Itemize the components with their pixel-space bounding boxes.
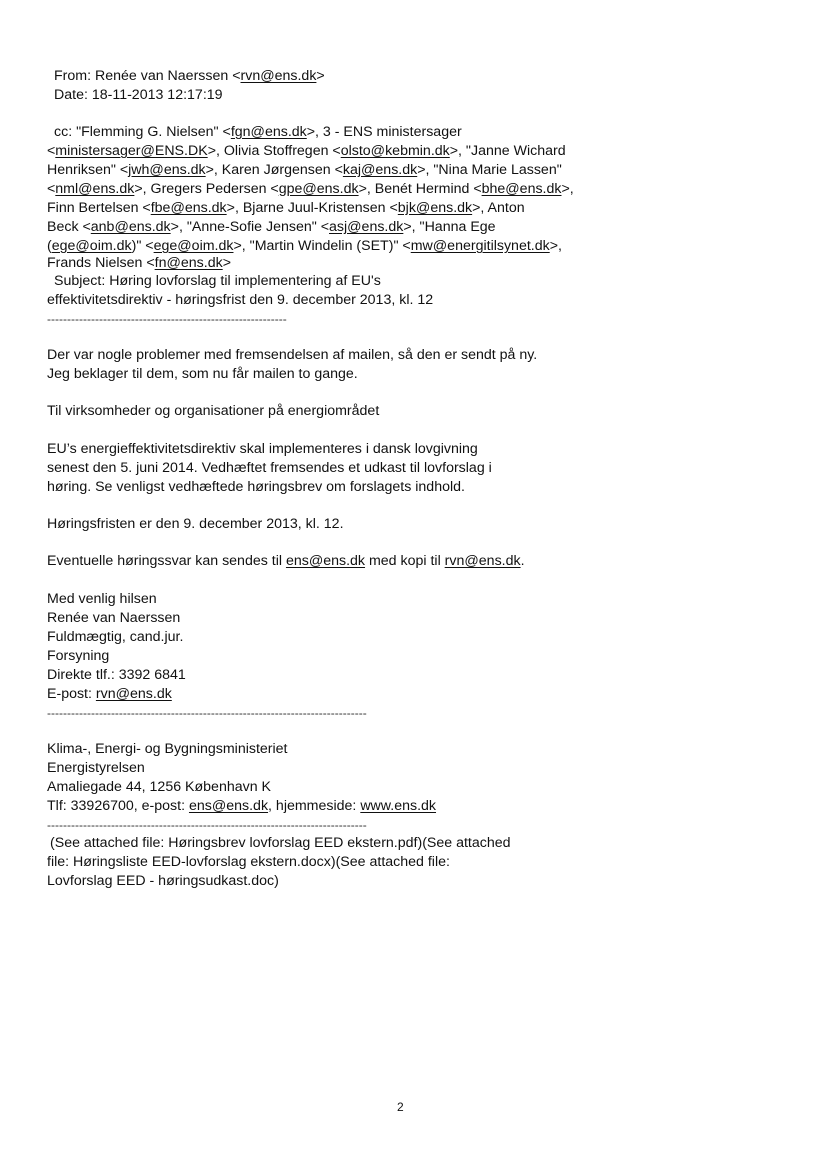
page-number: 2 xyxy=(397,1100,404,1114)
attachments-line-1: (See attached file: Høringsbrev lovforslag EED ekstern.pdf)(See attached xyxy=(50,835,511,851)
org-contact-mid: , hjemmeside: xyxy=(268,798,361,814)
cc-line xyxy=(54,123,462,141)
cc-line xyxy=(47,237,562,255)
cc-text: Beck < xyxy=(47,219,91,235)
cc-text: Frands Nielsen < xyxy=(47,255,155,271)
cc-email-link[interactable]: mw@energitilsynet.dk xyxy=(410,238,550,254)
cc-email-link[interactable]: bhe@ens.dk xyxy=(481,181,562,197)
cc-text: < xyxy=(47,143,56,159)
cc-text: >, Benét Hermind < xyxy=(358,181,482,197)
cc-email-link[interactable]: ege@oim.dk xyxy=(51,238,132,254)
separator-short: ------------------------------------------------------------ xyxy=(47,312,287,326)
sig-name: Renée van Naerssen xyxy=(47,610,181,626)
attachments-line-3: Lovforslag EED - høringsudkast.doc) xyxy=(47,873,279,889)
cc-text: cc: "Flemming G. Nielsen" < xyxy=(54,124,231,140)
from-label: From: Renée van Naerssen < xyxy=(54,68,241,84)
cc-text: >, Bjarne Juul-Kristensen < xyxy=(226,200,398,216)
from-line xyxy=(54,67,325,85)
cc-email-link[interactable]: ege@oim.dk xyxy=(153,238,234,254)
body-p4: Høringsfristen er den 9. december 2013, kl. 12. xyxy=(47,516,344,532)
cc-email-link[interactable]: ministersager@ENS.DK xyxy=(55,143,208,159)
cc-email-link[interactable]: fn@ens.dk xyxy=(154,255,223,271)
cc-text: >, Anton xyxy=(472,200,525,216)
cc-text: >, Gregers Pedersen < xyxy=(134,181,279,197)
cc-email-link[interactable]: nml@ens.dk xyxy=(55,181,135,197)
subject-line-1: Subject: Høring lovforslag til implementering af EU's xyxy=(54,273,381,289)
cc-line xyxy=(47,161,562,179)
body-p1-line-2: Jeg beklager til dem, som nu får mailen to gange. xyxy=(47,366,358,382)
cc-text: >, Olivia Stoffregen < xyxy=(207,143,341,159)
sig-department: Forsyning xyxy=(47,648,110,664)
cc-text: ( xyxy=(47,238,52,254)
org-agency: Energistyrelsen xyxy=(47,760,145,776)
org-address: Amaliegade 44, 1256 København K xyxy=(47,779,272,795)
cc-line xyxy=(47,199,525,217)
cc-email-link[interactable]: anb@ens.dk xyxy=(90,219,171,235)
org-website-link[interactable]: www.ens.dk xyxy=(360,798,437,814)
cc-text: >, xyxy=(549,238,562,254)
cc-line xyxy=(47,218,496,236)
body-p5-end: . xyxy=(520,553,525,569)
cc-email-link[interactable]: asj@ens.dk xyxy=(329,219,404,235)
cc-text: >, "Hanna Ege xyxy=(403,219,496,235)
separator-long-1: -------------------------------------------------------------------------------- xyxy=(47,706,367,720)
cc-text: )" < xyxy=(131,238,154,254)
sig-phone: Direkte tlf.: 3392 6841 xyxy=(47,667,186,683)
body-p1-line-1: Der var nogle problemer med fremsendelsen af mailen, så den er sendt på ny. xyxy=(47,347,538,363)
cc-text: >, "Nina Marie Lassen" xyxy=(417,162,562,178)
cc-email-link[interactable]: kaj@ens.dk xyxy=(342,162,418,178)
body-p2: Til virksomheder og organisationer på energiområdet xyxy=(47,403,380,419)
cc-line xyxy=(47,254,231,272)
cc-email-link[interactable]: jwh@ens.dk xyxy=(128,162,206,178)
cc-text: >, Karen Jørgensen < xyxy=(205,162,343,178)
separator-long-2: -------------------------------------------------------------------------------- xyxy=(47,818,367,832)
body-p3-line-2: senest den 5. juni 2014. Vedhæftet fremsendes et udkast til lovforslag i xyxy=(47,460,492,476)
cc-email-link[interactable]: gpe@ens.dk xyxy=(278,181,359,197)
cc-text: Finn Bertelsen < xyxy=(47,200,151,216)
from-close: > xyxy=(316,68,325,84)
cc-text: >, xyxy=(561,181,574,197)
org-ministry: Klima-, Energi- og Bygningsministeriet xyxy=(47,741,288,757)
subject-line-2: effektivitetsdirektiv - høringsfrist den 9. december 2013, kl. 12 xyxy=(47,292,434,308)
sig-title: Fuldmægtig, cand.jur. xyxy=(47,629,184,645)
cc-text: >, 3 - ENS ministersager xyxy=(306,124,462,140)
attachments-line-2: file: Høringsliste EED-lovforslag ekstern.docx)(See attached file: xyxy=(47,854,450,870)
cc-email-link[interactable]: fbe@ens.dk xyxy=(150,200,227,216)
org-contact xyxy=(47,797,436,815)
date-line: Date: 18-11-2013 12:17:19 xyxy=(54,87,223,103)
cc-line xyxy=(47,142,566,160)
sig-greeting: Med venlig hilsen xyxy=(47,591,157,607)
from-email-link[interactable]: rvn@ens.dk xyxy=(240,68,317,84)
cc-email-link[interactable]: bjk@ens.dk xyxy=(397,200,473,216)
cc-text: >, "Janne Wichard xyxy=(449,143,566,159)
org-email-link[interactable]: ens@ens.dk xyxy=(188,798,269,814)
cc-email-link[interactable]: fgn@ens.dk xyxy=(230,124,307,140)
body-p5-text: Eventuelle høringssvar kan sendes til xyxy=(47,553,286,569)
cc-text: >, "Anne-Sofie Jensen" < xyxy=(170,219,330,235)
cc-line xyxy=(47,180,574,198)
body-p3-line-3: høring. Se venligst vedhæftede høringsbrev om forslagets indhold. xyxy=(47,479,465,495)
sig-email-line xyxy=(47,685,172,703)
cc-text: > xyxy=(222,255,231,271)
cc-text: Henriksen" < xyxy=(47,162,129,178)
sig-email-label: E-post: xyxy=(47,686,96,702)
ens-email-link[interactable]: ens@ens.dk xyxy=(285,553,366,569)
body-p5-mid: med kopi til xyxy=(365,553,445,569)
sig-email-link[interactable]: rvn@ens.dk xyxy=(95,686,172,702)
body-p3-line-1: EU’s energieffektivitetsdirektiv skal implementeres i dansk lovgivning xyxy=(47,441,478,457)
org-contact-pre: Tlf: 33926700, e-post: xyxy=(47,798,189,814)
cc-email-link[interactable]: olsto@kebmin.dk xyxy=(340,143,450,159)
cc-text: < xyxy=(47,181,56,197)
body-p5 xyxy=(47,552,525,570)
cc-text: >, "Martin Windelin (SET)" < xyxy=(233,238,411,254)
rvn-email-link[interactable]: rvn@ens.dk xyxy=(444,553,521,569)
